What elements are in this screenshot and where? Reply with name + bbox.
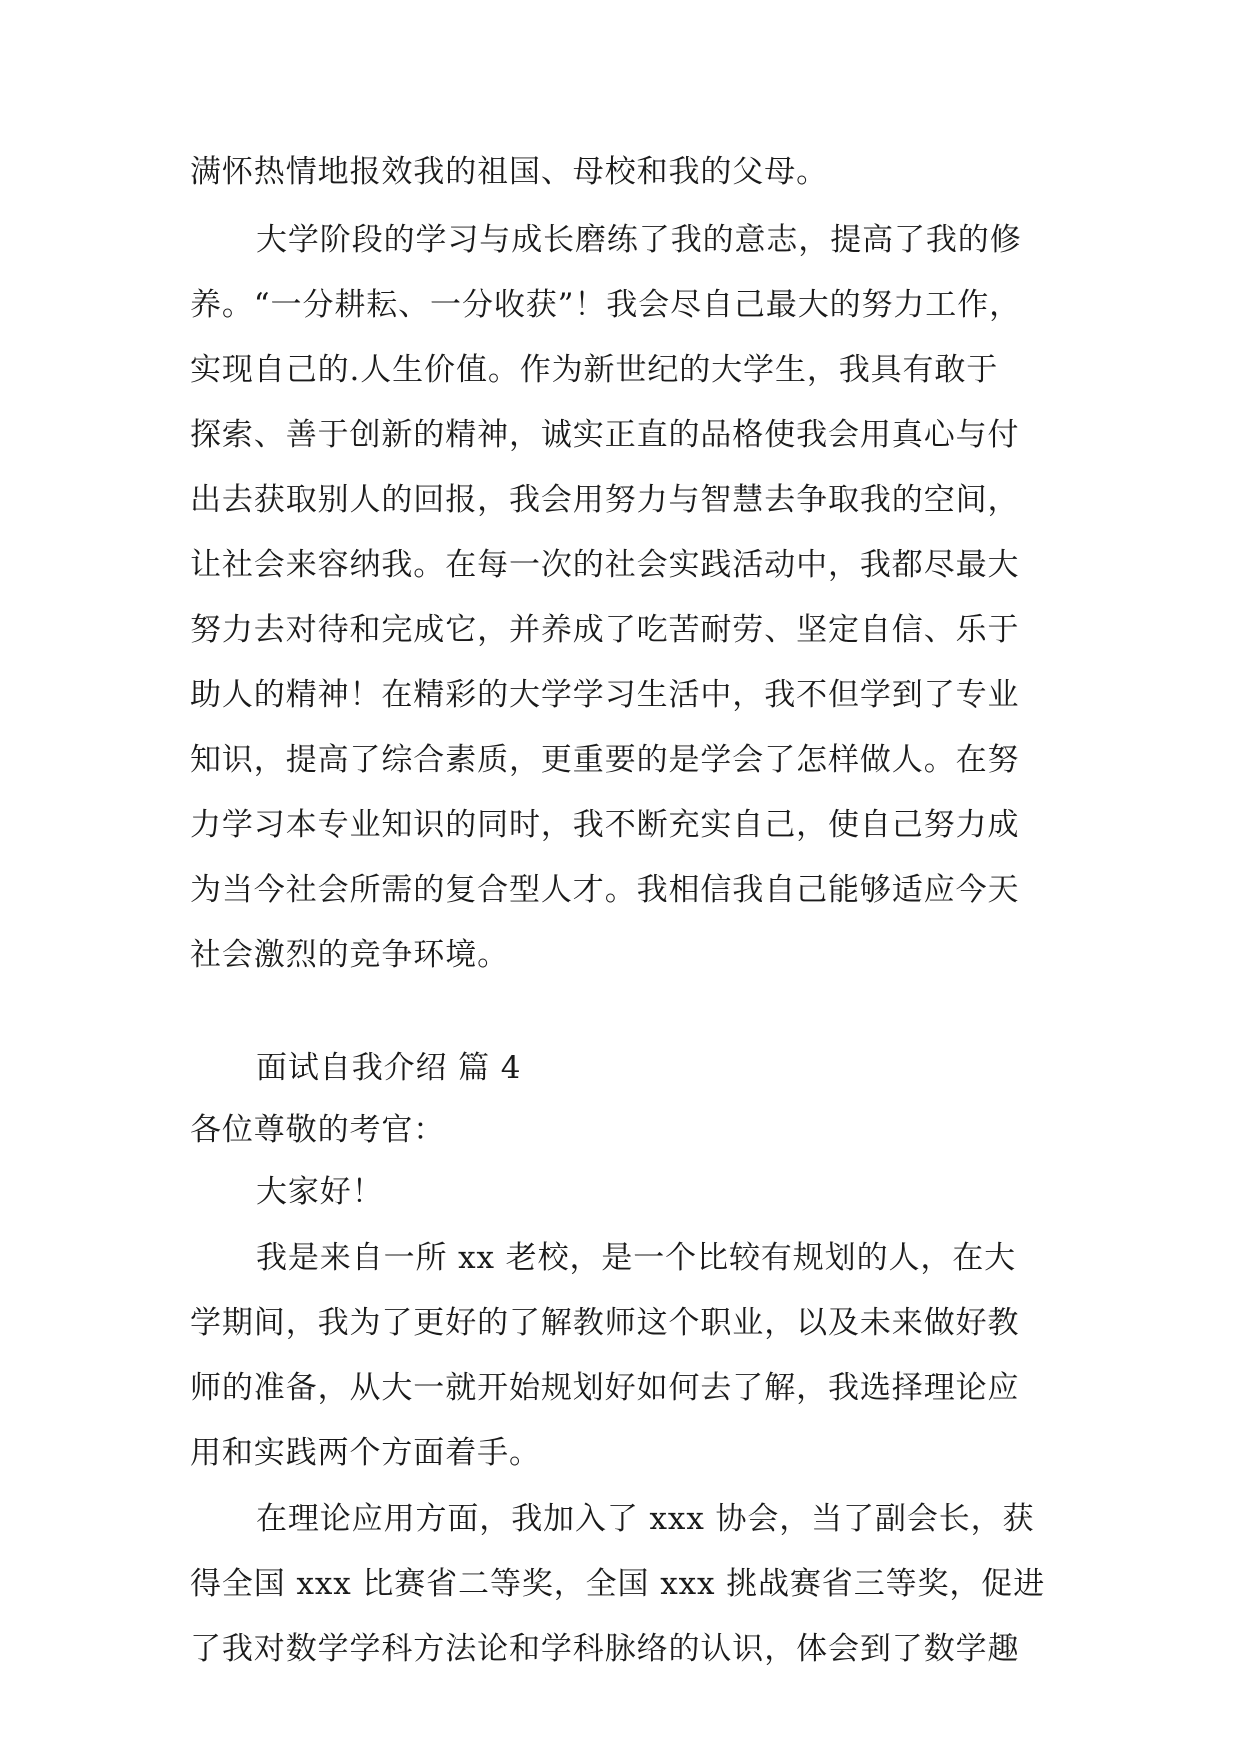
paragraph-line: 出去获取别人的回报，我会用努力与智慧去争取我的空间，: [190, 482, 1020, 518]
paragraph-line: 养。“一分耕耘、一分收获”！我会尽自己最大的努力工作，: [190, 287, 1021, 323]
paragraph-line: 实现自己的.人生价值。作为新世纪的大学生，我具有敢于: [190, 352, 999, 388]
paragraph-line: 学期间，我为了更好的了解教师这个职业，以及未来做好教: [190, 1305, 1020, 1341]
paragraph-line: 我是来自一所 xx 老校，是一个比较有规划的人，在大: [256, 1240, 1017, 1276]
paragraph-line: 助人的精神！在精彩的大学学习生活中，我不但学到了专业: [190, 677, 1020, 713]
paragraph-line: 探索、善于创新的精神，诚实正直的品格使我会用真心与付: [190, 417, 1020, 453]
salutation: 各位尊敬的考官：: [190, 1112, 446, 1148]
paragraph-line: 社会激烈的竞争环境。: [190, 937, 509, 973]
paragraph-line: 大学阶段的学习与成长磨练了我的意志，提高了我的修: [256, 222, 1022, 258]
paragraph-line: 满怀热情地报效我的祖国、母校和我的父母。: [190, 154, 828, 190]
greeting: 大家好！: [256, 1174, 384, 1210]
paragraph-line: 为当今社会所需的复合型人才。我相信我自己能够适应今天: [190, 872, 1020, 908]
paragraph-line: 努力去对待和完成它，并养成了吃苦耐劳、坚定自信、乐于: [190, 612, 1020, 648]
paragraph-line: 知识，提高了综合素质，更重要的是学会了怎样做人。在努: [190, 742, 1020, 778]
paragraph-line: 得全国 xxx 比赛省二等奖，全国 xxx 挑战赛省三等奖，促进: [190, 1566, 1046, 1602]
paragraph-line: 在理论应用方面，我加入了 xxx 协会，当了副会长，获: [256, 1501, 1035, 1537]
paragraph-line: 了我对数学学科方法论和学科脉络的认识，体会到了数学趣: [190, 1631, 1020, 1667]
paragraph-line: 力学习本专业知识的同时，我不断充实自己，使自己努力成: [190, 807, 1020, 843]
section-heading: 面试自我介绍 篇 4: [256, 1050, 522, 1086]
paragraph-line: 师的准备，从大一就开始规划好如何去了解，我选择理论应: [190, 1370, 1020, 1406]
paragraph-line: 用和实践两个方面着手。: [190, 1435, 541, 1471]
paragraph-line: 让社会来容纳我。在每一次的社会实践活动中，我都尽最大: [190, 547, 1020, 583]
